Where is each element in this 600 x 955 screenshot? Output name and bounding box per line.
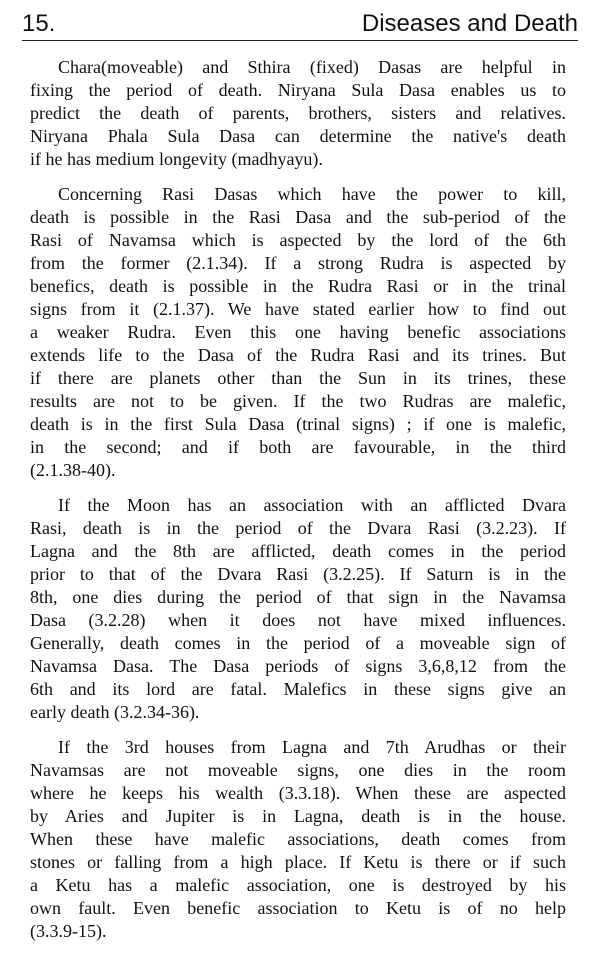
text-line: results are not to be given. If the two Rudras are malefic, [30,391,566,411]
text-line: where he keeps his wealth (3.3.18). When these are aspected [30,783,566,803]
header-rule [22,40,578,41]
text-line: from the former (2.1.34). If a strong Rudra is aspected by [30,253,566,273]
text-line: 8th, one dies during the period of that sign in the Navamsa [30,587,566,607]
text-line: if he has medium longevity (madhyayu). [30,149,323,169]
text-line: in the second; and if both are favourable, in the third [30,437,566,457]
text-line: Generally, death comes in the period of a moveable sign of [30,633,566,653]
paragraph-1 [30,56,566,171]
text-line: predict the death of parents, brothers, sisters and relatives. [30,103,566,123]
text-line: Niryana Phala Sula Dasa can determine the native's death [30,126,566,146]
page-header [22,8,578,40]
text-line: Navamsas are not moveable signs, one dies in the room [30,760,566,780]
text-line: death is possible in the Rasi Dasa and the sub-period of the [30,207,566,227]
text-line: own fault. Even benefic association to Ketu is of no help [30,898,566,918]
text-line: Concerning Rasi Dasas which have the power to kill, [58,184,566,204]
text-line: signs from it (2.1.37). We have stated earlier how to find out [30,299,566,319]
text-line: fixing the period of death. Niryana Sula Dasa enables us to [30,80,566,100]
text-line: Navamsa Dasa. The Dasa periods of signs 3,6,8,12 from the [30,656,566,676]
paragraph-3 [30,494,566,724]
paragraph-2 [30,183,566,482]
text-line: (2.1.38-40). [30,460,116,480]
text-line: Chara(moveable) and Sthira (fixed) Dasas are helpful in [58,57,566,77]
text-line: 6th and its lord are fatal. Malefics in these signs give an [30,679,566,699]
text-line: (3.3.9-15). [30,921,107,941]
page-number: 15. [22,10,56,37]
text-line: If the Moon has an association with an afflicted Dvara [58,495,566,515]
text-line: Rasi of Navamsa which is aspected by the lord of the 6th [30,230,566,250]
text-line: a weaker Rudra. Even this one having benefic associations [30,322,566,342]
text-line: by Aries and Jupiter is in Lagna, death is in the house. [30,806,566,826]
text-line: benefics, death is possible in the Rudra Rasi or in the trinal [30,276,566,296]
text-line: stones or falling from a high place. If Ketu is there or if such [30,852,566,872]
body-text [30,56,566,955]
text-line: if there are planets other than the Sun in its trines, these [30,368,566,388]
text-line: When these have malefic associations, death comes from [30,829,566,849]
text-line: death is in the first Sula Dasa (trinal signs) ; if one is malefic, [30,414,566,434]
text-line: extends life to the Dasa of the Rudra Rasi and its trines. But [30,345,566,365]
text-line: Lagna and the 8th are afflicted, death comes in the period [30,541,566,561]
text-line: Dasa (3.2.28) when it does not have mixed influences. [30,610,566,630]
paragraph-4 [30,736,566,943]
text-line: prior to that of the Dvara Rasi (3.2.25). If Saturn is in the [30,564,566,584]
text-line: Rasi, death is in the period of the Dvara Rasi (3.2.23). If [30,518,566,538]
running-title: Diseases and Death [361,10,578,37]
text-line: If the 3rd houses from Lagna and 7th Arudhas or their [58,737,566,757]
text-line: a Ketu has a malefic association, one is destroyed by his [30,875,566,895]
text-line: early death (3.2.34-36). [30,702,200,722]
